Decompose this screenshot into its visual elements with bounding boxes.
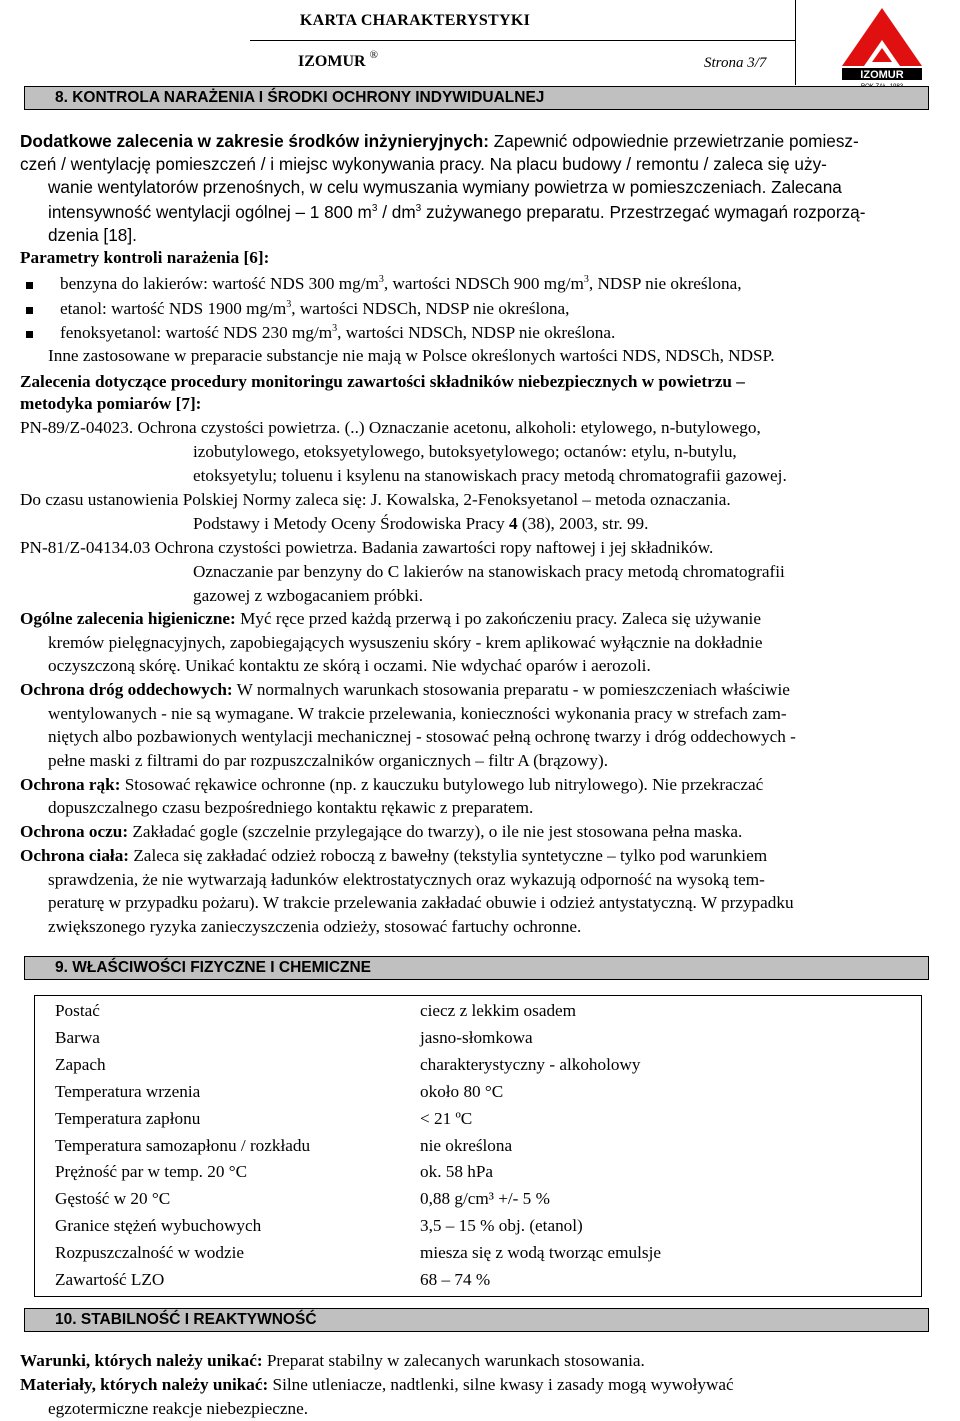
respiratory-label: Ochrona dróg oddechowych: [20,680,233,699]
param-text: fenoksyetanol: wartość NDS 230 mg/m [60,323,333,342]
brand-name [298,49,378,71]
hand-label: Ochrona rąk: [20,775,121,794]
monitoring-text: Podstawy i Metody Oceny Środowiska Pracy [193,514,510,533]
property-value: 0,88 g/cm³ +/- 5 % [420,1189,550,1208]
superscript: 3 [371,203,378,214]
body-line-4: zwiększonego ryzyka zanieczyszczenia odzieży, stosować fartuchy ochronne. [48,917,582,936]
property-value: 3,5 – 15 % obj. (etanol) [420,1216,583,1235]
section-10-title: 10. STABILNOŚĆ I REAKTYWNOŚĆ [55,1311,317,1328]
property-value: ciecz z lekkim osadem [420,1001,577,1020]
engineering-label: Dodatkowe zalecenia w zakresie środków inżynieryjnych: [20,131,490,151]
engineering-line-2: czeń / wentylację pomieszczeń / i miejsc wykonywania pracy. Na placu budowy / remontu / zaleca się uży- [20,154,827,174]
property-label: Temperatura zapłonu [55,1109,201,1128]
header-divider-vertical [795,0,796,85]
param-text: etanol: wartość NDS 1900 mg/m [60,299,287,318]
section-8-title: 8. KONTROLA NARAŻENIA I ŚRODKI OCHRONY INDYWIDUALNEJ [55,89,545,106]
registered-mark: ® [369,49,378,61]
property-label: Zawartość LZO [55,1270,165,1289]
param-text: , wartości NDSCh, NDSP nie określona. [337,323,616,342]
property-value: około 80 °C [420,1082,504,1101]
eye-label: Ochrona oczu: [20,822,129,841]
hygiene-line-2: kremów pielęgnacyjnych, zapobiegających wysuszeniu skóry - krem aplikować wyłącznie na dokładnie [48,633,763,652]
respiratory-line-1 [20,679,790,700]
body-line-2: sprawdzenia, że nie wytwarzają ładunków elektrostatycznych oraz wykazują odporność na wysoką tem- [48,870,765,889]
property-value: nie określona [420,1136,513,1155]
property-label: Prężność par w temp. 20 °C [55,1162,248,1181]
brand-text: IZOMUR [298,53,366,70]
monitoring-heading-2: metodyka pomiarów [7]: [20,394,202,413]
document-title: KARTA CHARAKTERYSTYKI [299,12,531,29]
param-item [60,273,742,294]
param-text: , wartości NDSCh, NDSP nie określona, [291,299,570,318]
hygiene-line-3: oczyszczoną skórę. Unikać kontaktu ze skórą i oczami. Nie wdychać oparów i aerozoli. [48,656,651,675]
property-label: Gęstość w 20 °C [55,1189,171,1208]
avoid-label: Warunki, których należy unikać: [20,1351,263,1370]
hand-line-1 [20,774,763,795]
avoid-text: Preparat stabilny w zalecanych warunkach stosowania. [262,1351,645,1370]
monitoring-line: gazowej z wzbogacaniem próbki. [193,586,424,605]
superscript: 3 [286,299,292,310]
monitoring-line: Oznaczanie par benzyny do C lakierów na stanowiskach pracy metodą chromatografii [193,562,785,581]
monitoring-text: (38), 2003, str. 99. [517,514,649,533]
logo-text: IZOMUR [860,69,904,81]
materials-label: Materiały, których należy unikać: [20,1375,269,1394]
page-number: Strona 3/7 [704,55,767,71]
property-label: Granice stężeń wybuchowych [55,1216,262,1235]
materials-text: Silne utleniacze, nadtlenki, silne kwasy i zasady mogą wywoływać [268,1375,734,1394]
property-label: Rozpuszczalność w wodzie [55,1243,244,1262]
section-9-heading [24,956,929,980]
monitoring-heading-1: Zalecenia dotyczące procedury monitoringu zawartości składników niebezpiecznych w powietrzu – [20,372,745,391]
respiratory-line-2: wentylowanych - nie są wymagane. W trakcie przelewania, konieczności wykonania pracy w strefach zam- [48,704,787,723]
izomur-logo [838,4,926,90]
section-8-heading [24,86,929,110]
engineering-text: Zapewnić odpowiednie przewietrzanie pomiesz- [489,131,859,151]
bullet-icon [26,282,33,289]
respiratory-line-4: pełne maski z filtrami do par rozpuszczalników organicznych – filtr A (brązowy). [48,751,608,770]
monitoring-text: 4 [509,514,518,533]
property-value: jasno-słomkowa [420,1028,533,1047]
param-text: , NDSP nie określona, [588,274,742,293]
hygiene-label: Ogólne zalecenia higieniczne: [20,609,236,628]
hygiene-text: Myć ręce przed każdą przerwą i po zakończeniu pracy. Zaleca się używanie [235,609,761,628]
property-label: Temperatura samozapłonu / rozkładu [55,1136,311,1155]
params-label: Parametry kontroli narażenia [6]: [20,248,270,267]
property-value: charakterystyczny - alkoholowy [420,1055,641,1074]
monitoring-line: Do czasu ustanowienia Polskiej Normy zaleca się: J. Kowalska, 2-Fenoksyetanol – metoda oznaczania. [20,490,731,509]
bullet-icon [26,307,33,314]
monitoring-line: etoksyetylu; toluenu i ksylenu na stanowiskach pracy metodą chromatografii gazowej. [193,466,787,485]
respiratory-line-3: niętych albo pozbawionych wentylacji mechanicznej - stosować pełną ochronę twarzy i dróg oddechowych - [48,727,796,746]
hygiene-line-1 [20,608,761,629]
body-label: Ochrona ciała: [20,846,130,865]
engineering-text: intensywność wentylacji ogólnej – 1 800 m [48,202,372,222]
monitoring-line: izobutylowego, etoksyetylowego, butoksyetylowego; octanów: etylu, n-butylu, [193,442,737,461]
property-label: Temperatura wrzenia [55,1082,201,1101]
eye-line [20,821,742,842]
section-10-heading [24,1308,929,1332]
superscript: 3 [332,323,338,334]
eye-text: Zakładać gogle (szczelnie przylegające do twarzy), o ile nie jest stosowana pełna maska. [128,822,743,841]
param-item [60,298,569,319]
engineering-line-3: wanie wentylatorów przenośnych, w celu wymuszania wymiany powietrza w pomieszczeniach. Zalecana [48,177,842,197]
property-value: 68 – 74 % [420,1270,491,1289]
avoid-materials-1 [20,1374,734,1395]
property-label: Barwa [55,1028,100,1047]
hand-text: Stosować rękawice ochronne (np. z kauczuku butylowego lub nitrylowego). Nie przekraczać [120,775,764,794]
section-9-title: 9. WŁAŚCIWOŚCI FIZYCZNE I CHEMICZNE [55,959,372,976]
body-line-3: peraturę w przypadku pożaru). W trakcie przelewania zakładać obuwie i odzież antystatyczną. W przypadku [48,893,794,912]
property-value: miesza się z wodą tworząc emulsje [420,1243,662,1262]
body-text: Zaleca się zakładać odzież roboczą z bawełny (tekstylia syntetyczne – tylko pod warunkiem [129,846,768,865]
other-substances: Inne zastosowane w preparacie substancje nie mają w Polsce określonych wartości NDS, NDSCh, NDSP. [48,346,775,365]
param-item [60,322,615,343]
respiratory-text: W normalnych warunkach stosowania preparatu - w pomieszczeniach właściwie [232,680,790,699]
engineering-line-4 [48,202,865,223]
monitoring-line: PN-81/Z-04134.03 Ochrona czystości powietrza. Badania zawartości ropy naftowej i jej składników. [20,538,714,557]
monitoring-line: PN-89/Z-04023. Ochrona czystości powietrza. (..) Oznaczanie acetonu, alkoholi: etylowego, n-butylowego, [20,418,761,437]
avoid-materials-2: egzotermiczne reakcje niebezpieczne. [48,1399,309,1418]
engineering-line-1 [20,131,859,152]
body-line-1 [20,845,767,866]
engineering-text: zużywanego preparatu. Przestrzegać wymagań rozporzą- [421,202,866,222]
superscript: 3 [415,203,422,214]
avoid-conditions [20,1350,645,1371]
param-text: benzyna do lakierów: wartość NDS 300 mg/m [60,274,379,293]
monitoring-line [193,513,648,534]
superscript: 3 [583,274,589,285]
param-text: , wartości NDSCh 900 mg/m [383,274,584,293]
property-label: Postać [55,1001,100,1020]
bullet-icon [26,331,33,338]
engineering-line-5: dzenia [18]. [48,225,137,245]
header-divider [250,40,795,41]
property-value: < 21 ºC [420,1109,473,1128]
hand-line-2: dopuszczalnego czasu bezpośredniego kontaktu rękawic z preparatem. [48,798,534,817]
property-label: Zapach [55,1055,106,1074]
engineering-text: / dm [377,202,416,222]
superscript: 3 [378,274,384,285]
property-value: ok. 58 hPa [420,1162,494,1181]
